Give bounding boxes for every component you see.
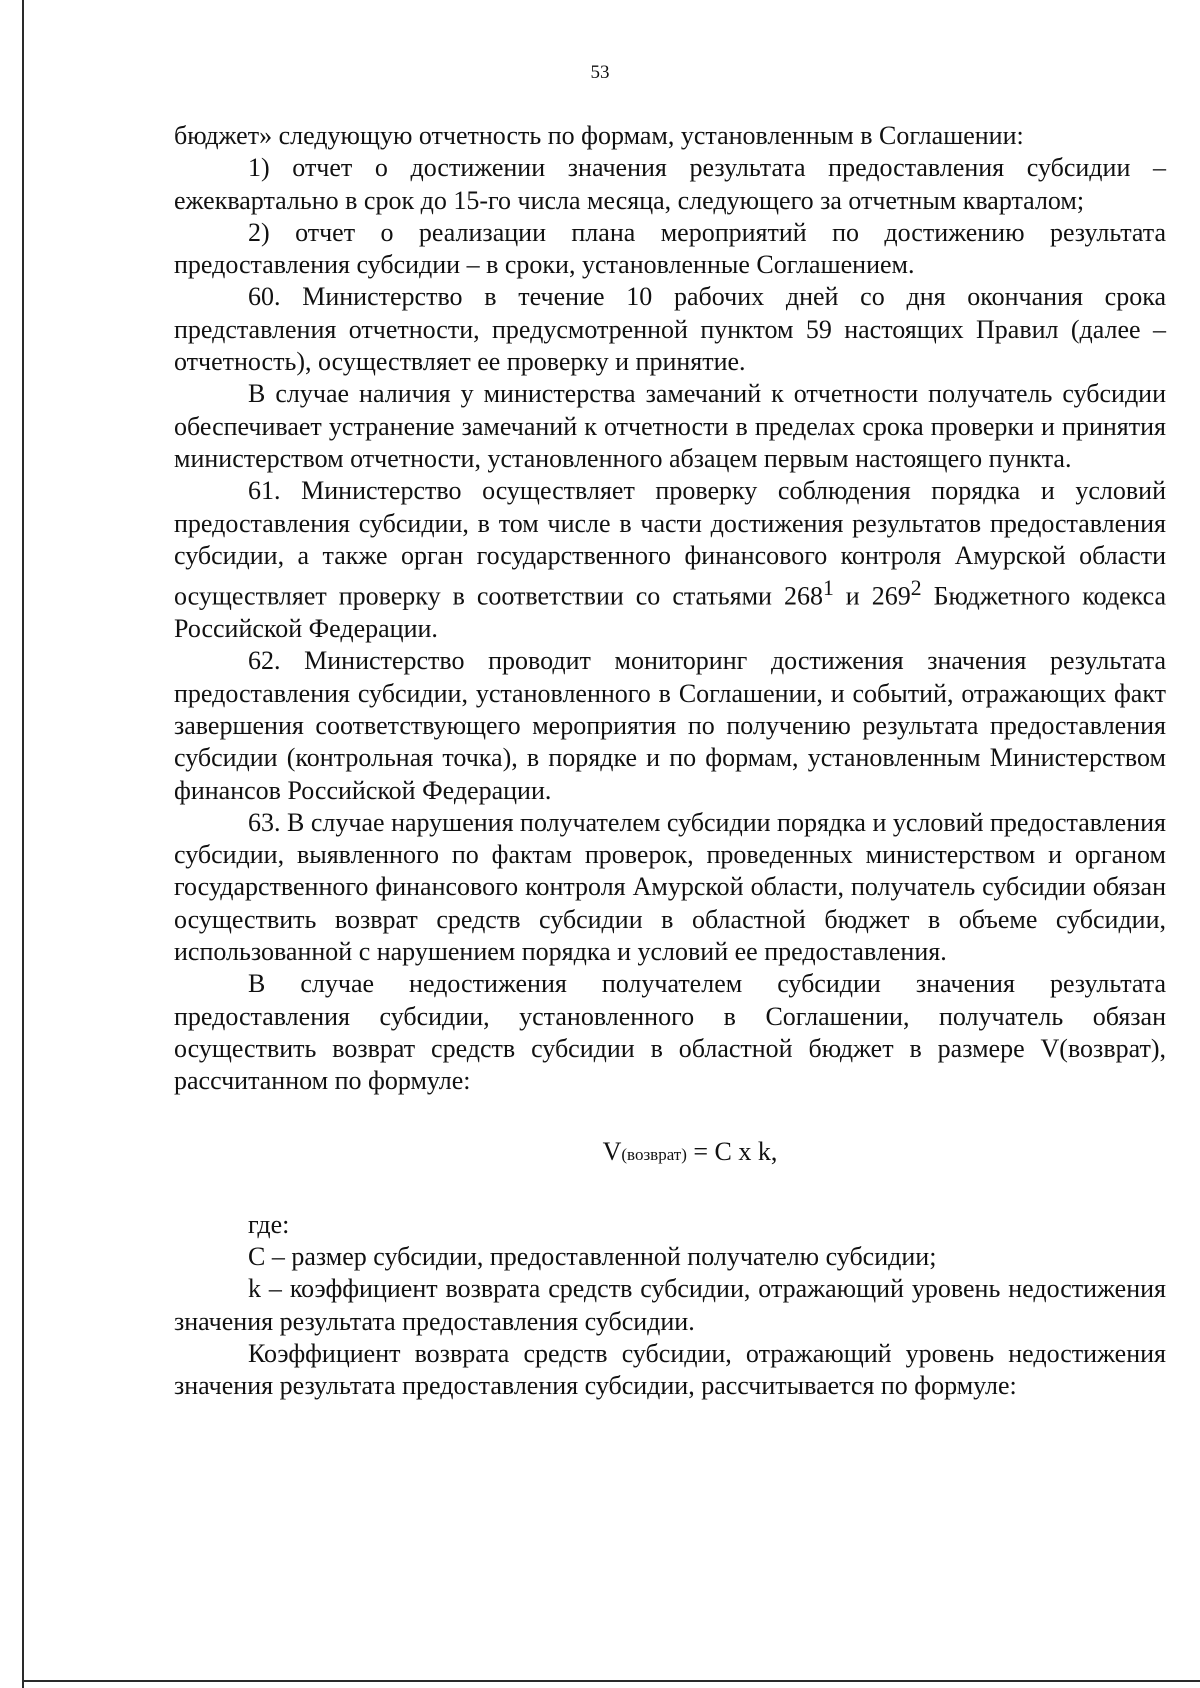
paragraph-report-1: 1) отчет о достижении значения результата предоставления субсидии – ежеквартально в срок до 15-го числа месяца, следующего за отчетным кварталом; bbox=[174, 153, 1166, 215]
paragraph-62: 62. Министерство проводит мониторинг достижения значения результата предоставления субсидии, установленного в Соглашении, и событий, отражающих факт завершения соответствующего мероприятия по получению результата предоставления субсидии (контрольная точка), в порядке и по формам, установленным Министерством финансов Российской Федерации. bbox=[174, 646, 1166, 805]
paragraph-intro: бюджет» следующую отчетность по формам, установленным в Соглашении: bbox=[174, 121, 1024, 150]
paragraph-report-2: 2) отчет о реализации плана мероприятий по достижению результата предоставления субсидии – в сроки, установленные Соглашением. bbox=[174, 217, 1166, 280]
formula-rhs: = C x k, bbox=[686, 1136, 778, 1166]
paragraph-60: 60. Министерство в течение 10 рабочих дней со дня окончания срока представления отчетности, предусмотренной пунктом 59 настоящих Правил (далее – отчетность), осуществляет ее проверку и принятие. bbox=[174, 282, 1166, 377]
document-body bbox=[174, 120, 1166, 1403]
paragraph-61-text-b: Бюджетного кодекса Российской Федерации. bbox=[174, 581, 1167, 644]
article-269: 269 bbox=[871, 581, 911, 611]
paragraph-63-nonachievement: В случае недостижения получателем субсидии значения результата предоставления субсидии, установленного в Соглашении, получатель обязан осуществить возврат средств субсидии в областной бюджет в размере V(возврат), рассчитанном по формуле: bbox=[174, 969, 1166, 1096]
paragraph-63: 63. В случае нарушения получателем субсидии порядка и условий предоставления субсидии, выявленного по фактам проверок, проведенных министерством и органом государственного финансового контроля Амурской области, получатель субсидии обязан осуществить возврат средств субсидии в областной бюджет в объеме субсидии, использованной с нарушением порядка и условий ее предоставления. bbox=[174, 807, 1166, 967]
scan-edge-bottom bbox=[22, 1680, 1200, 1682]
article-268: 268 bbox=[783, 581, 823, 611]
definition-k: k – коэффициент возврата средств субсидии, отражающий уровень недостижения значения результата предоставления субсидии. bbox=[174, 1274, 1166, 1336]
definition-c: C – размер субсидии, предоставленной получателю субсидии; bbox=[248, 1242, 937, 1272]
article-268-sup: 1 bbox=[822, 576, 834, 601]
definition-where: где: bbox=[248, 1209, 290, 1239]
formula-return bbox=[174, 1136, 1166, 1171]
formula-lhs: V bbox=[602, 1136, 622, 1166]
article-269-sup: 2 bbox=[910, 576, 922, 601]
paragraph-61-text-a: 61. Министерство осуществляет проверку соблюдения порядка и условий предоставления субсидии, в том числе в части достижения результатов предоставления субсидии, а также орган государственного финансового контроля Амурской области осуществляет проверку в соответствии со статьями bbox=[174, 476, 1166, 611]
paragraph-coefficient: Коэффициент возврата средств субсидии, отражающий уровень недостижения значения результата предоставления субсидии, рассчитывается по формуле: bbox=[174, 1339, 1166, 1401]
paragraph-61-mid: и bbox=[833, 581, 872, 611]
paragraph-60-remarks: В случае наличия у министерства замечаний к отчетности получатель субсидии обеспечивает устранение замечаний к отчетности в пределах срока проверки и принятия министерством отчетности, установленного абзацем первым настоящего пункта. bbox=[174, 379, 1166, 473]
scan-edge-left bbox=[22, 0, 24, 1688]
formula-lhs-subscript: (возврат) bbox=[621, 1144, 687, 1164]
paragraph-61 bbox=[174, 475, 1166, 645]
page-number: 53 bbox=[590, 62, 610, 83]
